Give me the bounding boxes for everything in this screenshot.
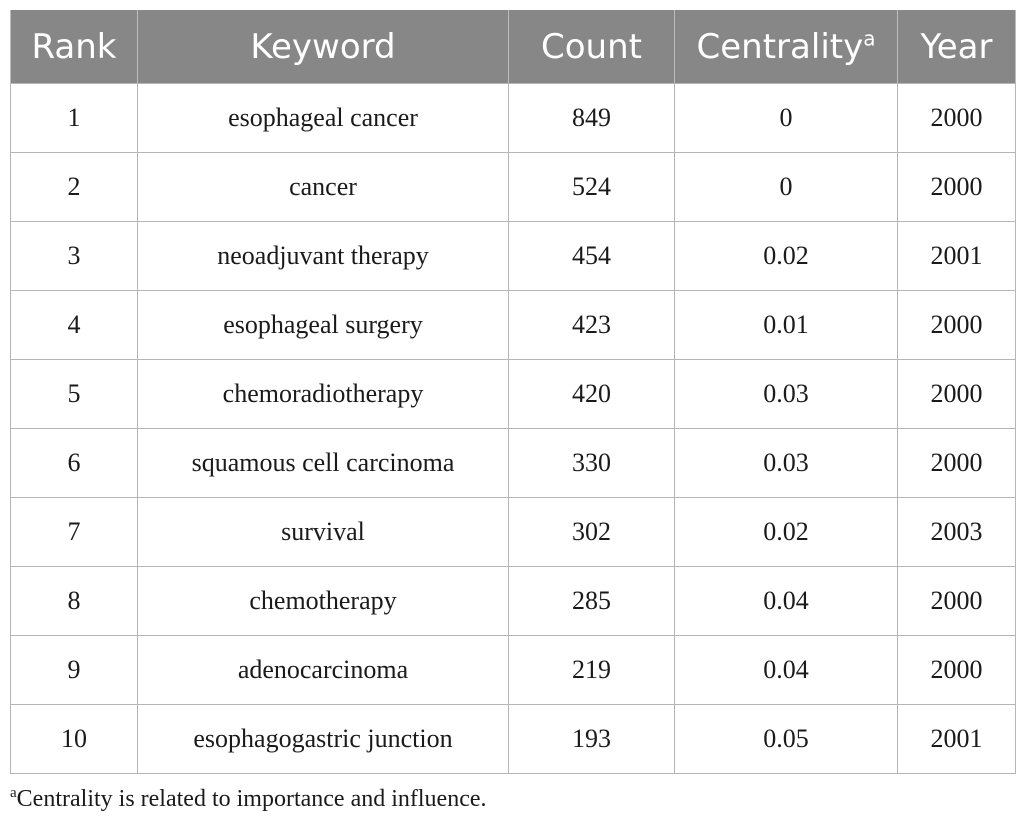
header-centrality-footnote-marker: a [863, 26, 876, 51]
cell-keyword: neoadjuvant therapy [138, 222, 509, 291]
cell-count: 524 [509, 153, 675, 222]
cell-rank: 8 [11, 567, 138, 636]
cell-keyword: adenocarcinoma [138, 636, 509, 705]
cell-centrality: 0.02 [675, 222, 898, 291]
cell-year: 2003 [898, 498, 1016, 567]
table-footnote [10, 786, 487, 813]
table-row [11, 498, 1016, 567]
header-rank: Rank [11, 10, 138, 84]
cell-keyword: esophageal cancer [138, 84, 509, 153]
cell-keyword: chemoradiotherapy [138, 360, 509, 429]
header-centrality-label: Centrality [696, 26, 864, 67]
table-row [11, 567, 1016, 636]
table-header [11, 10, 1016, 84]
header-row [11, 10, 1016, 84]
table-body [11, 84, 1016, 774]
cell-keyword: chemotherapy [138, 567, 509, 636]
cell-centrality: 0 [675, 84, 898, 153]
cell-centrality: 0.03 [675, 360, 898, 429]
cell-centrality: 0.04 [675, 636, 898, 705]
cell-rank: 9 [11, 636, 138, 705]
cell-centrality: 0.03 [675, 429, 898, 498]
cell-rank: 3 [11, 222, 138, 291]
cell-count: 285 [509, 567, 675, 636]
cell-keyword: esophagogastric junction [138, 705, 509, 774]
keyword-table-container [10, 10, 1015, 774]
cell-year: 2000 [898, 360, 1016, 429]
header-keyword: Keyword [138, 10, 509, 84]
cell-year: 2001 [898, 222, 1016, 291]
cell-count: 454 [509, 222, 675, 291]
header-count: Count [509, 10, 675, 84]
cell-keyword: cancer [138, 153, 509, 222]
cell-year: 2000 [898, 636, 1016, 705]
footnote-marker: a [10, 785, 17, 801]
table-row [11, 84, 1016, 153]
cell-year: 2000 [898, 429, 1016, 498]
cell-year: 2000 [898, 153, 1016, 222]
cell-rank: 5 [11, 360, 138, 429]
keyword-table [10, 10, 1016, 774]
cell-rank: 6 [11, 429, 138, 498]
footnote-text: Centrality is related to importance and influence. [16, 786, 487, 812]
cell-year: 2000 [898, 567, 1016, 636]
cell-count: 193 [509, 705, 675, 774]
cell-rank: 7 [11, 498, 138, 567]
cell-centrality: 0.05 [675, 705, 898, 774]
table-row [11, 429, 1016, 498]
table-row [11, 705, 1016, 774]
table-row [11, 291, 1016, 360]
cell-count: 302 [509, 498, 675, 567]
cell-centrality: 0.04 [675, 567, 898, 636]
cell-rank: 2 [11, 153, 138, 222]
cell-year: 2000 [898, 84, 1016, 153]
cell-centrality: 0 [675, 153, 898, 222]
cell-centrality: 0.01 [675, 291, 898, 360]
cell-year: 2001 [898, 705, 1016, 774]
table-row [11, 222, 1016, 291]
cell-count: 330 [509, 429, 675, 498]
cell-keyword: squamous cell carcinoma [138, 429, 509, 498]
cell-count: 849 [509, 84, 675, 153]
header-centrality [675, 10, 898, 84]
cell-keyword: survival [138, 498, 509, 567]
cell-count: 420 [509, 360, 675, 429]
table-row [11, 153, 1016, 222]
cell-rank: 10 [11, 705, 138, 774]
cell-year: 2000 [898, 291, 1016, 360]
cell-count: 219 [509, 636, 675, 705]
table-row [11, 636, 1016, 705]
cell-centrality: 0.02 [675, 498, 898, 567]
cell-rank: 4 [11, 291, 138, 360]
table-row [11, 360, 1016, 429]
header-year: Year [898, 10, 1016, 84]
cell-rank: 1 [11, 84, 138, 153]
cell-count: 423 [509, 291, 675, 360]
cell-keyword: esophageal surgery [138, 291, 509, 360]
